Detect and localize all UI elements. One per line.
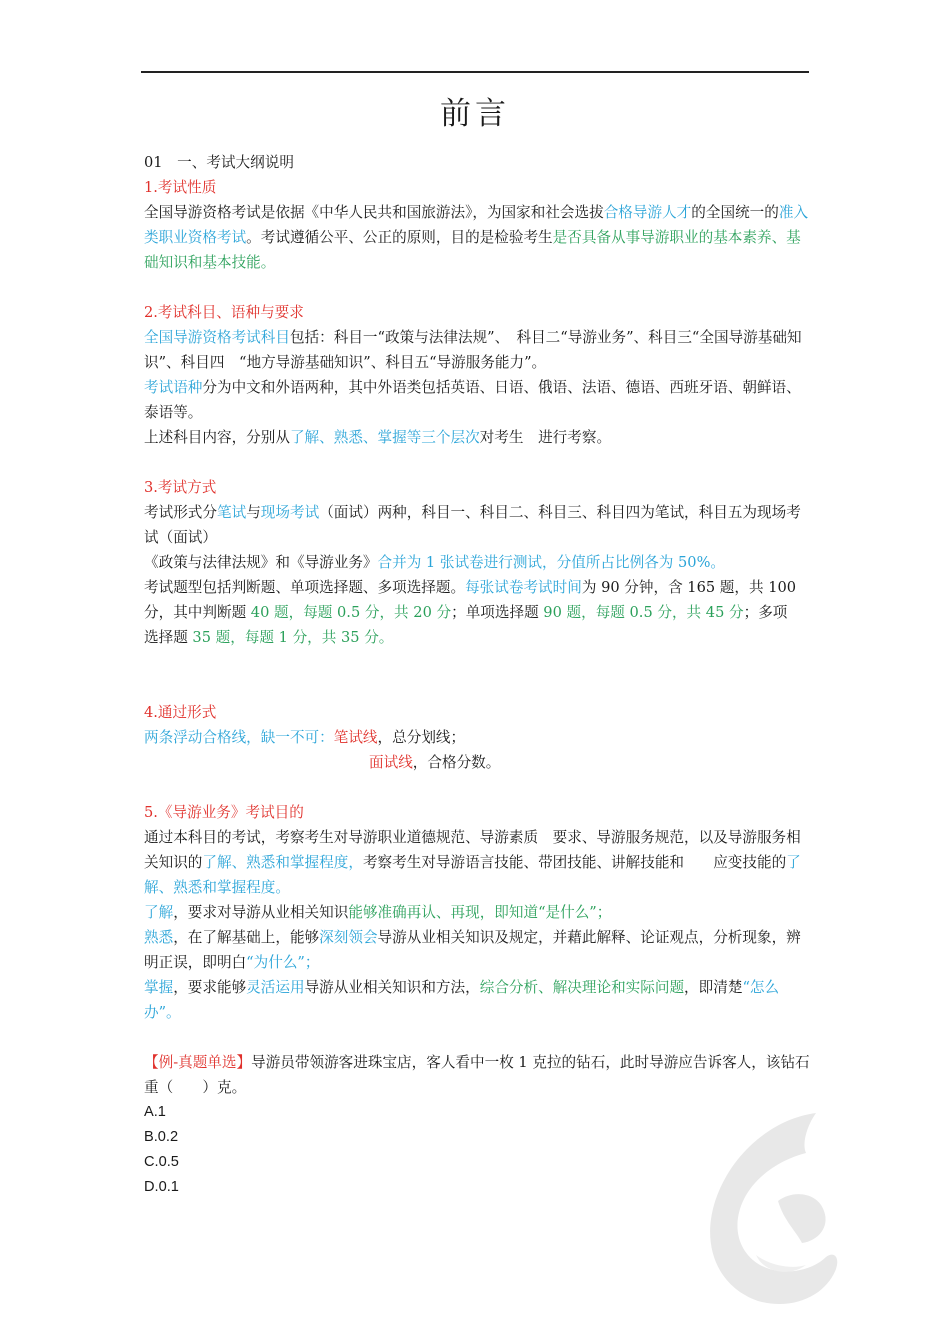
section-4-line-1: 两条浮动合格线，缺一不可：笔试线，总分划线； xyxy=(144,729,466,746)
example-tag: 【例-真题单选】 xyxy=(144,1054,252,1071)
section-4-heading: 4.通过形式 xyxy=(144,704,217,721)
document-body xyxy=(144,150,812,1200)
section-2-heading: 2.考试科目、语种与要求 xyxy=(144,304,304,321)
section-1-paragraph: 全国导游资格考试是依据《中华人民共和国旅游法》，为国家和社会选拔合格导游人才的全国统一的准入类职业资格考试。考试遵循公平、公正的原则，目的是检验考生是否具备从事导游职业的基本素养、基础知识和基本技能。 xyxy=(144,204,809,271)
section-2-subjects: 全国导游资格考试科目包括：科目一“政策与法律法规”、 科目二“导游业务”、科目三“全国导游基础知识”、科目四 “地方导游基础知识”、科目五“导游服务能力”。 xyxy=(144,329,802,371)
dolphin-logo-icon xyxy=(698,1105,848,1305)
section-3-format: 考试形式分笔试与现场考试（面试）两种，科目一、科目二、科目三、科目四为笔试，科目五为现场考试（面试） xyxy=(144,504,801,546)
option-a: A.1 xyxy=(144,1104,166,1120)
section-3-question-types: 考试题型包括判断题、单项选择题、多项选择题。每张试卷考试时间为 90 分钟，含 165 题，共 100 分，其中判断题 40 题，每题 0.5 分，共 20 分；单项选择题 90 题，每题 0.5 分，共 45 分；多项 选择题 35 题，每题 1 分，共 35 分。 xyxy=(144,579,802,646)
section-2-languages: 考试语种分为中文和外语两种，其中外语类包括英语、日语、俄语、法语、德语、西班牙语、朝鲜语、泰语等。 xyxy=(144,379,801,421)
section-4-line-2: 面试线，合格分数。 xyxy=(369,754,501,771)
section-2-levels: 上述科目内容，分别从了解、熟悉、掌握等三个层次对考生 进行考察。 xyxy=(144,429,612,446)
option-c: C.0.5 xyxy=(144,1154,179,1170)
section-3-paper: 《政策与法律法规》和《导游业务》合并为 1 张试卷进行测试，分值所占比例各为 50%。 xyxy=(144,554,726,571)
outline-heading: 01 一、考试大纲说明 xyxy=(144,154,294,171)
section-5-heading: 5.《导游业务》考试目的 xyxy=(144,804,304,821)
option-d: D.0.1 xyxy=(144,1179,179,1195)
section-1-heading: 1.考试性质 xyxy=(144,179,217,196)
page-title: 前言 xyxy=(440,96,510,132)
section-5-purpose: 通过本科目的考试，考察考生对导游职业道德规范、导游素质 要求、导游服务规范，以及导游服务相关知识的了解、熟悉和掌握程度，考察考生对导游语言技能、带团技能、讲解技能和 应变技能的了解、熟悉和掌握程度。 xyxy=(144,829,801,896)
header-rule xyxy=(141,71,809,73)
example-question: 【例-真题单选】导游员带领游客进珠宝店，客人看中一枚 1 克拉的钻石，此时导游应告诉客人，该钻石重（ ）克。 xyxy=(144,1054,810,1096)
section-5-familiar: 熟悉，在了解基础上，能够深刻领会导游从业相关知识及规定，并藉此解释、论证观点，分析现象，辨明正误，即明白“为什么”； xyxy=(144,929,801,971)
section-3-heading: 3.考试方式 xyxy=(144,479,217,496)
option-b: B.0.2 xyxy=(144,1129,179,1145)
section-5-master: 掌握，要求能够灵活运用导游从业相关知识和方法，综合分析、解决理论和实际问题，即清楚“怎么办”。 xyxy=(144,979,780,1021)
section-5-understand: 了解，要求对导游从业相关知识能够准确再认、再现，即知道“是什么”； xyxy=(144,904,612,921)
